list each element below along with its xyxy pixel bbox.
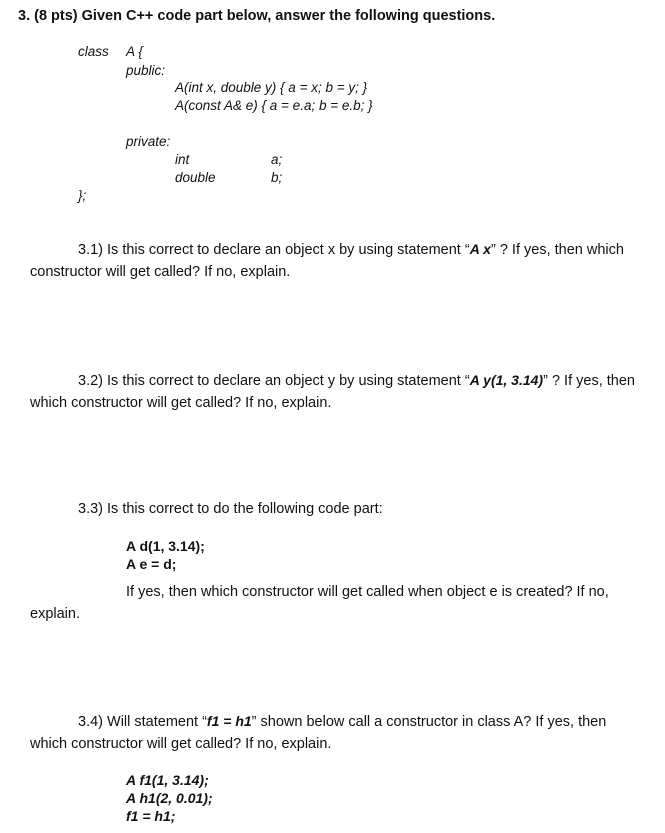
q3-code-line2: A e = d;: [126, 556, 177, 572]
q2-text-pre: 3.2) Is this correct to declare an object y by using statement “: [78, 373, 470, 389]
member-b-type: double: [175, 170, 216, 185]
constructor-two-args: A(int x, double y) { a = x; b = y; }: [175, 80, 368, 95]
copy-constructor: A(const A& e) { a = e.a; b = e.b; }: [175, 98, 373, 113]
q4-text-post: ” shown below call a constructor in class A? If yes, then: [251, 714, 607, 730]
member-a-name: a;: [271, 152, 283, 167]
question-3-1-line2: constructor will get called? If no, explain.: [30, 264, 291, 280]
q1-text-pre: 3.1) Is this correct to declare an object x by using statement “: [78, 242, 470, 258]
q4-code-line2: A h1(2, 0.01);: [126, 790, 213, 806]
class-keyword: class: [78, 44, 109, 59]
class-close: };: [78, 188, 87, 203]
q4-code: f1 = h1: [206, 713, 252, 729]
q4-code-line1: A f1(1, 3.14);: [126, 772, 209, 788]
question-title: 3. (8 pts) Given C++ code part below, answer the following questions.: [18, 8, 496, 24]
q3-explain: explain.: [30, 606, 80, 622]
private-keyword: private:: [126, 134, 171, 149]
public-keyword: public:: [126, 63, 166, 78]
q3-followup: If yes, then which constructor will get called when object e is created? If no,: [126, 584, 609, 600]
question-3-1-line1: [78, 241, 624, 258]
q1-text-post: ” ? If yes, then which: [490, 242, 624, 258]
class-name: A {: [126, 44, 143, 59]
q1-code: A x: [469, 241, 491, 257]
question-3-2-line2: which constructor will get called? If no, explain.: [30, 395, 332, 411]
q2-code: A y(1, 3.14): [469, 372, 544, 388]
question-3-3-line1: 3.3) Is this correct to do the following code part:: [78, 501, 383, 517]
q3-code-line1: A d(1, 3.14);: [126, 538, 205, 554]
q4-text-pre: 3.4) Will statement “: [78, 714, 207, 730]
q4-code-line3: f1 = h1;: [126, 808, 176, 824]
question-3-4-line2: which constructor will get called? If no, explain.: [30, 736, 332, 752]
question-3-2-line1: [78, 372, 635, 389]
member-a-type: int: [175, 152, 190, 167]
member-b-name: b;: [271, 170, 283, 185]
q2-text-post: ” ? If yes, then: [543, 373, 635, 389]
question-3-4-line1: [78, 713, 606, 730]
